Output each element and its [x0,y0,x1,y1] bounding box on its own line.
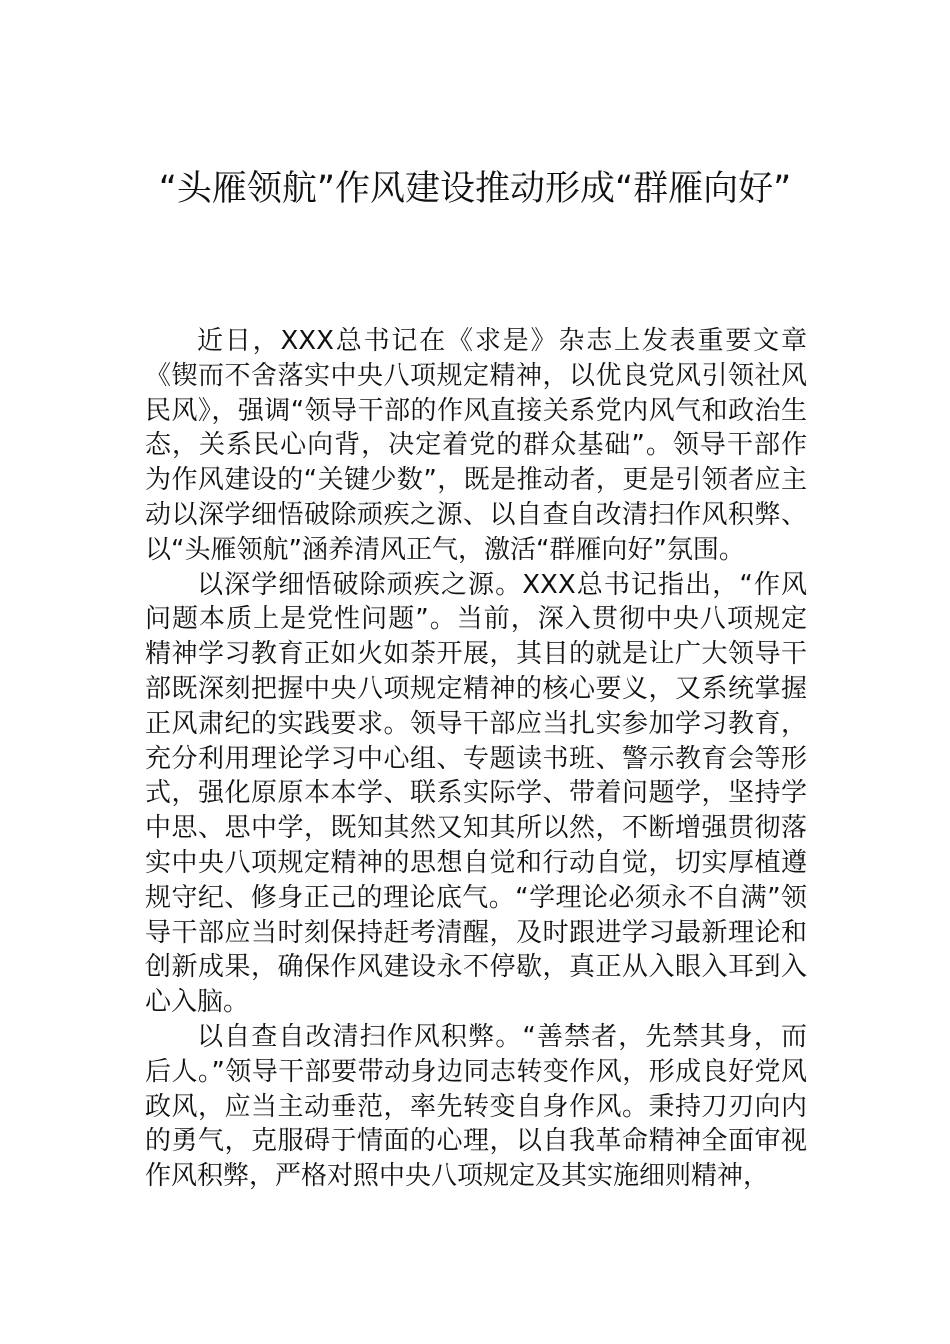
paragraph-study: 以深学细悟破除顽疾之源。XXX总书记指出，“作风问题本质上是党性问题”。当前，深入贯彻中央八项规定精神学习教育正如火如荼开展，其目的就是让广大领导干部既深刻把握中央八项规定精神的核心要义，又系统掌握正风肃纪的实践要求。领导干部应当扎实参加学习教育，充分利用理论学习中心组、专题读书班、警示教育会等形式，强化原原本本学、联系实际学、带着问题学，坚持学中思、思中学，既知其然又知其所以然，不断增强贯彻落实中央八项规定精神的思想自觉和行动自觉，切实厚植遵规守纪、修身正己的理论底气。“学理论必须永不自满”领导干部应当时刻保持赶考清醒，及时跟进学习最新理论和创新成果，确保作风建设永不停歇，真正从入眼入耳到入心入脑。 [145,569,807,1018]
document-title: “头雁领航”作风建设推动形成“群雁向好” [158,169,792,209]
document-body [145,324,807,1194]
paragraph-self-check: 以自查自改清扫作风积弊。“善禁者，先禁其身，而后人。”领导干部要带动身边同志转变作风，形成良好党风政风，应当主动垂范，率先转变自身作风。秉持刀刃向内的勇气，克服碍于情面的心理，以自我革命精神全面审视作风积弊，严格对照中央八项规定及其实施细则精神， [145,1021,807,1192]
paragraph-intro: 近日，XXX总书记在《求是》杂志上发表重要文章《锲而不舍落实中央八项规定精神，以优良党风引领社风民风》，强调“领导干部的作风直接关系党内风气和政治生态，关系民心向背，决定着党的群众基础”。领导干部作为作风建设的“关键少数”，既是推动者，更是引领者应主动以深学细悟破除顽疾之源、以自查自改清扫作风积弊、以“头雁领航”涵养清风正气，激活“群雁向好”氛围。 [145,326,807,565]
